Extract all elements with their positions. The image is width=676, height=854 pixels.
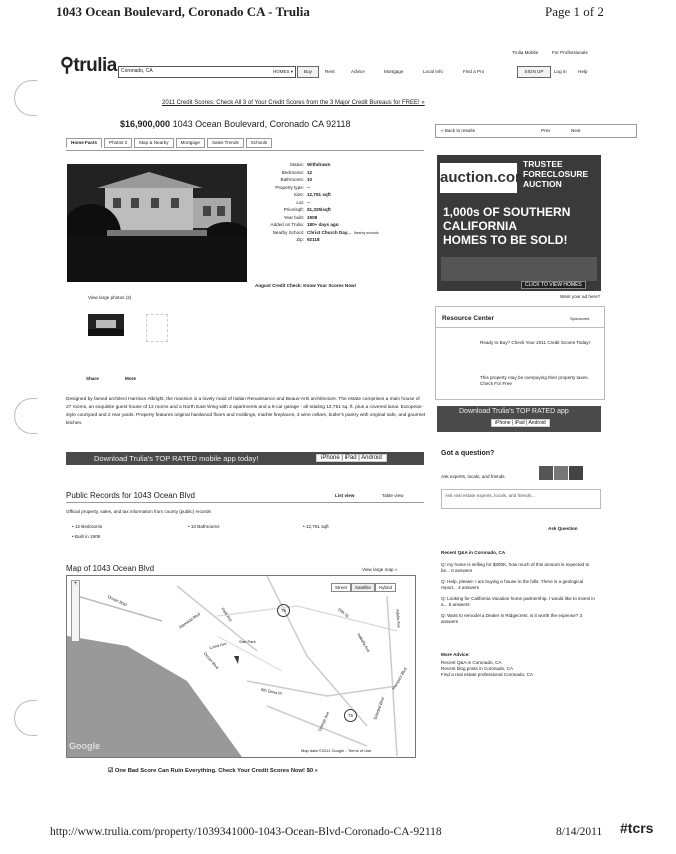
print-page-number: Page 1 of 2 bbox=[545, 4, 604, 19]
login-link[interactable]: Log in bbox=[554, 69, 567, 74]
listing-description: Designed by famed architect Harrison Albright, the mansion is a lovely maid of Italian Renaissance and Beaux-Arts architecture. The estate comprises a main house of 27 rooms, an exquisite guest house of 12 rooms and a North East Wing with 2 apartments and a 6-car garage - all totaling 12,751 sq. ft. plus a covered lanai. European-style courtyard and 2 rear yards. Property features original hardwood floors and moldings, marble fireplaces, 3 wine cellars, butler's pantry with original safe, and gourmet kitchen. bbox=[66, 397, 426, 426]
advice-link[interactable]: Recent Q&A in Coronado, CA bbox=[441, 660, 502, 665]
tab-schools[interactable]: Schools bbox=[246, 138, 272, 148]
next-link[interactable]: Next bbox=[571, 128, 581, 133]
credit-check-link[interactable]: August Credit Check: Know Your Scores Now! bbox=[255, 283, 357, 288]
map-title: Map of 1043 Ocean Blvd bbox=[66, 564, 155, 573]
public-records-subtitle: Official property, sales, and tax information from county (public) records bbox=[66, 509, 211, 514]
record-item: • Built in 1908 bbox=[72, 534, 101, 539]
avatar bbox=[539, 466, 553, 480]
nav-find-a-pro[interactable]: Find a Pro bbox=[463, 69, 485, 74]
more-advice-title: More Advice: bbox=[441, 652, 470, 657]
ad-body: 1,000s OF SOUTHERN CALIFORNIA HOMES TO BE SOLD! bbox=[443, 205, 571, 247]
fact-row: Added on Trulia: 180+ days ago bbox=[270, 222, 339, 227]
back-to-results-link[interactable]: « Back to results bbox=[441, 128, 475, 133]
qa-item[interactable]: Q: Help, please: I am buying a house in the hills. There is a geological report... 4 answers bbox=[441, 579, 584, 590]
tab-home-facts[interactable]: Home Facts bbox=[66, 138, 102, 148]
street-label: Loma Ave bbox=[208, 640, 228, 651]
trulia-logo[interactable]: ⚲trulia bbox=[60, 55, 117, 76]
map-mode-hybrid[interactable]: Hybrid bbox=[375, 583, 396, 592]
map-mode-switch bbox=[331, 583, 396, 592]
street-label: Isabella Ave bbox=[356, 631, 372, 654]
home-facts-list bbox=[240, 162, 420, 245]
want-your-ad-link[interactable]: Want your ad here? bbox=[560, 294, 601, 299]
question-input[interactable]: Ask real estate experts, locals, and friends... bbox=[441, 489, 601, 509]
fact-row: Zip: 92118 bbox=[296, 237, 320, 242]
record-item: • 12,751 sqft bbox=[303, 524, 329, 529]
ask-question-button[interactable]: Ask Question bbox=[548, 526, 578, 531]
resource-center-title: Resource Center bbox=[442, 315, 495, 322]
advice-link[interactable]: Recent blog posts in Coronado, CA bbox=[441, 666, 514, 671]
external-link-icon: ☑ bbox=[108, 768, 114, 774]
map-mode-satellite[interactable]: Satellite bbox=[351, 583, 375, 592]
tab-photos[interactable]: Photos 2 bbox=[104, 138, 132, 148]
print-url: http://www.trulia.com/property/1039341000-1043-Ocean-Blvd-Coronado-CA-92118 bbox=[50, 826, 442, 838]
recent-qa-title: Recent Q&A in Coronado, CA bbox=[441, 550, 506, 555]
nav-buy-button[interactable]: Buy bbox=[297, 66, 319, 78]
house-thumbnail-icon bbox=[88, 314, 124, 336]
street-label: Prospect Blvd bbox=[391, 666, 408, 691]
avatar-group bbox=[539, 466, 583, 480]
punch-hole bbox=[14, 398, 37, 434]
resource-link[interactable]: Ready to Buy? Check Your 2011 Credit Scores Today! bbox=[480, 340, 590, 345]
street-label: Soledad Blvd bbox=[372, 696, 386, 721]
bottom-credit-promo[interactable]: ☑ One Bad Score Can Ruin Everything. Check Your Credit Scores Now! $0 » bbox=[108, 768, 318, 774]
app-platforms-button[interactable]: iPhone | iPad | Android bbox=[316, 454, 387, 462]
main-photo[interactable] bbox=[67, 164, 247, 282]
view-homes-button[interactable]: CLICK TO VIEW HOMES bbox=[521, 281, 586, 289]
punch-hole bbox=[14, 80, 37, 116]
divider bbox=[436, 327, 604, 328]
fact-row: Lot: -- bbox=[296, 199, 311, 205]
tab-mortgage[interactable]: Mortgage bbox=[176, 138, 205, 148]
trulia-mobile-link[interactable]: Trulia Mobile bbox=[512, 50, 539, 55]
zoom-slider[interactable] bbox=[71, 580, 80, 642]
fact-row: Year built: 1908 bbox=[283, 214, 318, 220]
credit-promo-link[interactable]: 2011 Credit Scores: Check All 3 of Your Credit Scores from the 3 Major Credit Bureaus for FREE! » bbox=[162, 100, 425, 106]
house-photo-icon bbox=[67, 164, 247, 282]
list-view-link[interactable]: List view bbox=[335, 493, 355, 498]
question-sub: Ask experts, locals, and friends bbox=[441, 474, 505, 479]
street-label: 8th Dana Pl bbox=[260, 686, 283, 697]
fact-row: Price/sqft: $1,325/sqft bbox=[283, 207, 331, 212]
fact-row: Size: 12,751 sqft bbox=[293, 192, 331, 197]
listing-address: 1043 Ocean Boulevard, Coronado CA 92118 bbox=[172, 119, 351, 129]
search-type-select[interactable]: HOMES ▾ bbox=[272, 69, 293, 74]
recent-qa-list bbox=[441, 562, 599, 630]
park-label: Star Park bbox=[239, 639, 256, 644]
result-nav bbox=[435, 124, 637, 138]
record-item: • 10 Bathrooms bbox=[188, 524, 220, 529]
route-shield-icon: 75 bbox=[277, 604, 290, 617]
street-label: Alameda Blvd bbox=[177, 611, 201, 630]
print-title: 1043 Ocean Boulevard, Coronado CA - Trulia bbox=[56, 4, 310, 19]
mobile-app-banner[interactable]: Download Trulia's TOP RATED mobile app today! iPhone | iPad | Android bbox=[66, 452, 424, 465]
fact-row: Property type: -- bbox=[275, 184, 311, 190]
listing-tabs bbox=[66, 138, 274, 148]
for-professionals-link[interactable]: For Professionals bbox=[552, 50, 588, 55]
street-label: 10th St bbox=[336, 606, 350, 619]
sponsored-label: Sponsored bbox=[570, 316, 590, 321]
hashtag-label: #tcrs bbox=[620, 820, 654, 836]
avatar bbox=[554, 466, 568, 480]
auction-logo: auction.com bbox=[440, 163, 517, 193]
fact-row: Nearby School: Christ Church Day... Nearby schools bbox=[272, 229, 379, 235]
nav-local-info[interactable]: Local Info bbox=[423, 69, 443, 74]
pin-icon: ⚲ bbox=[60, 55, 74, 76]
qa-item[interactable]: Q: Looking for California Vacation home partnership. I would like to invest in a... 8 answers bbox=[441, 596, 595, 607]
map-mode-street[interactable]: Street bbox=[331, 583, 351, 592]
nav-mortgage[interactable]: Mortgage bbox=[384, 69, 404, 74]
punch-hole bbox=[14, 700, 37, 736]
resource-center bbox=[435, 306, 605, 400]
street-label: Adella Ave bbox=[395, 608, 402, 629]
signup-button[interactable]: SIGN UP bbox=[517, 66, 551, 78]
more-advice-list bbox=[441, 660, 533, 678]
map-attribution[interactable]: Map data ©2011 Google - Terms of Use bbox=[301, 748, 372, 753]
nearby-schools-link[interactable]: Nearby schools bbox=[353, 230, 379, 235]
listing-price: $16,900,000 bbox=[120, 119, 171, 129]
photo-thumbnail[interactable] bbox=[146, 314, 168, 342]
ad-headline: TRUSTEE FORECLOSURE AUCTION bbox=[523, 159, 589, 189]
qa-item[interactable]: Q: Want to remodel a Dealer in Ridgecrest, is it worth the expense? 3 answers bbox=[441, 613, 583, 624]
listing-title bbox=[120, 119, 351, 129]
google-logo: Google bbox=[69, 741, 100, 751]
view-large-photos-link[interactable]: View large photos (2) bbox=[88, 295, 132, 300]
sidebar-app-platforms[interactable]: iPhone | iPad | Android bbox=[491, 419, 550, 427]
photo-thumbnail[interactable] bbox=[88, 314, 124, 336]
fact-row: Bathrooms: 10 bbox=[280, 177, 313, 182]
share-button[interactable]: Share bbox=[86, 376, 99, 381]
ad-photo bbox=[441, 257, 597, 281]
auction-ad[interactable] bbox=[437, 155, 601, 291]
street-label: Ocean Blvd bbox=[202, 650, 220, 671]
advice-link[interactable]: Find a real estate professional Coronado, CA bbox=[441, 672, 533, 677]
help-link[interactable]: Help bbox=[578, 69, 588, 74]
resource-link[interactable]: This property may be overpaying their property taxes. Check For Free bbox=[480, 375, 589, 386]
divider bbox=[66, 502, 424, 503]
tab-sales-trends[interactable]: Sales Trends bbox=[207, 138, 244, 148]
tab-divider bbox=[66, 150, 424, 151]
map-view[interactable] bbox=[66, 575, 416, 758]
question-title: Got a question? bbox=[441, 450, 495, 457]
nav-rent[interactable]: Rent bbox=[325, 69, 335, 74]
street-label: Orange Ave bbox=[316, 710, 331, 733]
more-button[interactable]: More bbox=[125, 376, 136, 381]
fact-row: Status: Withdrawn bbox=[289, 162, 331, 167]
nearby-school-link[interactable]: Christ Church Day... bbox=[307, 229, 351, 235]
prev-link[interactable]: Prev bbox=[541, 128, 551, 133]
record-item: • 12 Bedrooms bbox=[72, 524, 103, 529]
fact-row: Bedrooms: 12 bbox=[281, 169, 313, 175]
table-view-link[interactable]: Table view bbox=[382, 493, 404, 498]
view-large-map-link[interactable]: View large map » bbox=[362, 567, 398, 572]
nav-advice[interactable]: Advice bbox=[351, 69, 365, 74]
tab-map-nearby[interactable]: Map & Nearby bbox=[134, 138, 173, 148]
search-input[interactable]: Coronado, CA HOMES ▾ bbox=[118, 66, 296, 78]
street-label: Park Ave bbox=[220, 606, 234, 623]
sidebar-app-banner[interactable]: Download Trulia's TOP RATED app iPhone | iPad | Android bbox=[437, 406, 601, 432]
public-records-title: Public Records for 1043 Ocean Blvd bbox=[66, 491, 195, 500]
qa-item[interactable]: Q: my home is selling for $300K, how much of this amount is expected to be... 0 answers bbox=[441, 562, 590, 573]
zoom-in-icon[interactable]: + bbox=[73, 581, 78, 587]
street-label: Ocean Blvd bbox=[106, 593, 128, 608]
print-date: 8/14/2011 bbox=[556, 826, 603, 838]
avatar bbox=[569, 466, 583, 480]
route-shield-icon: 75 bbox=[344, 709, 357, 722]
